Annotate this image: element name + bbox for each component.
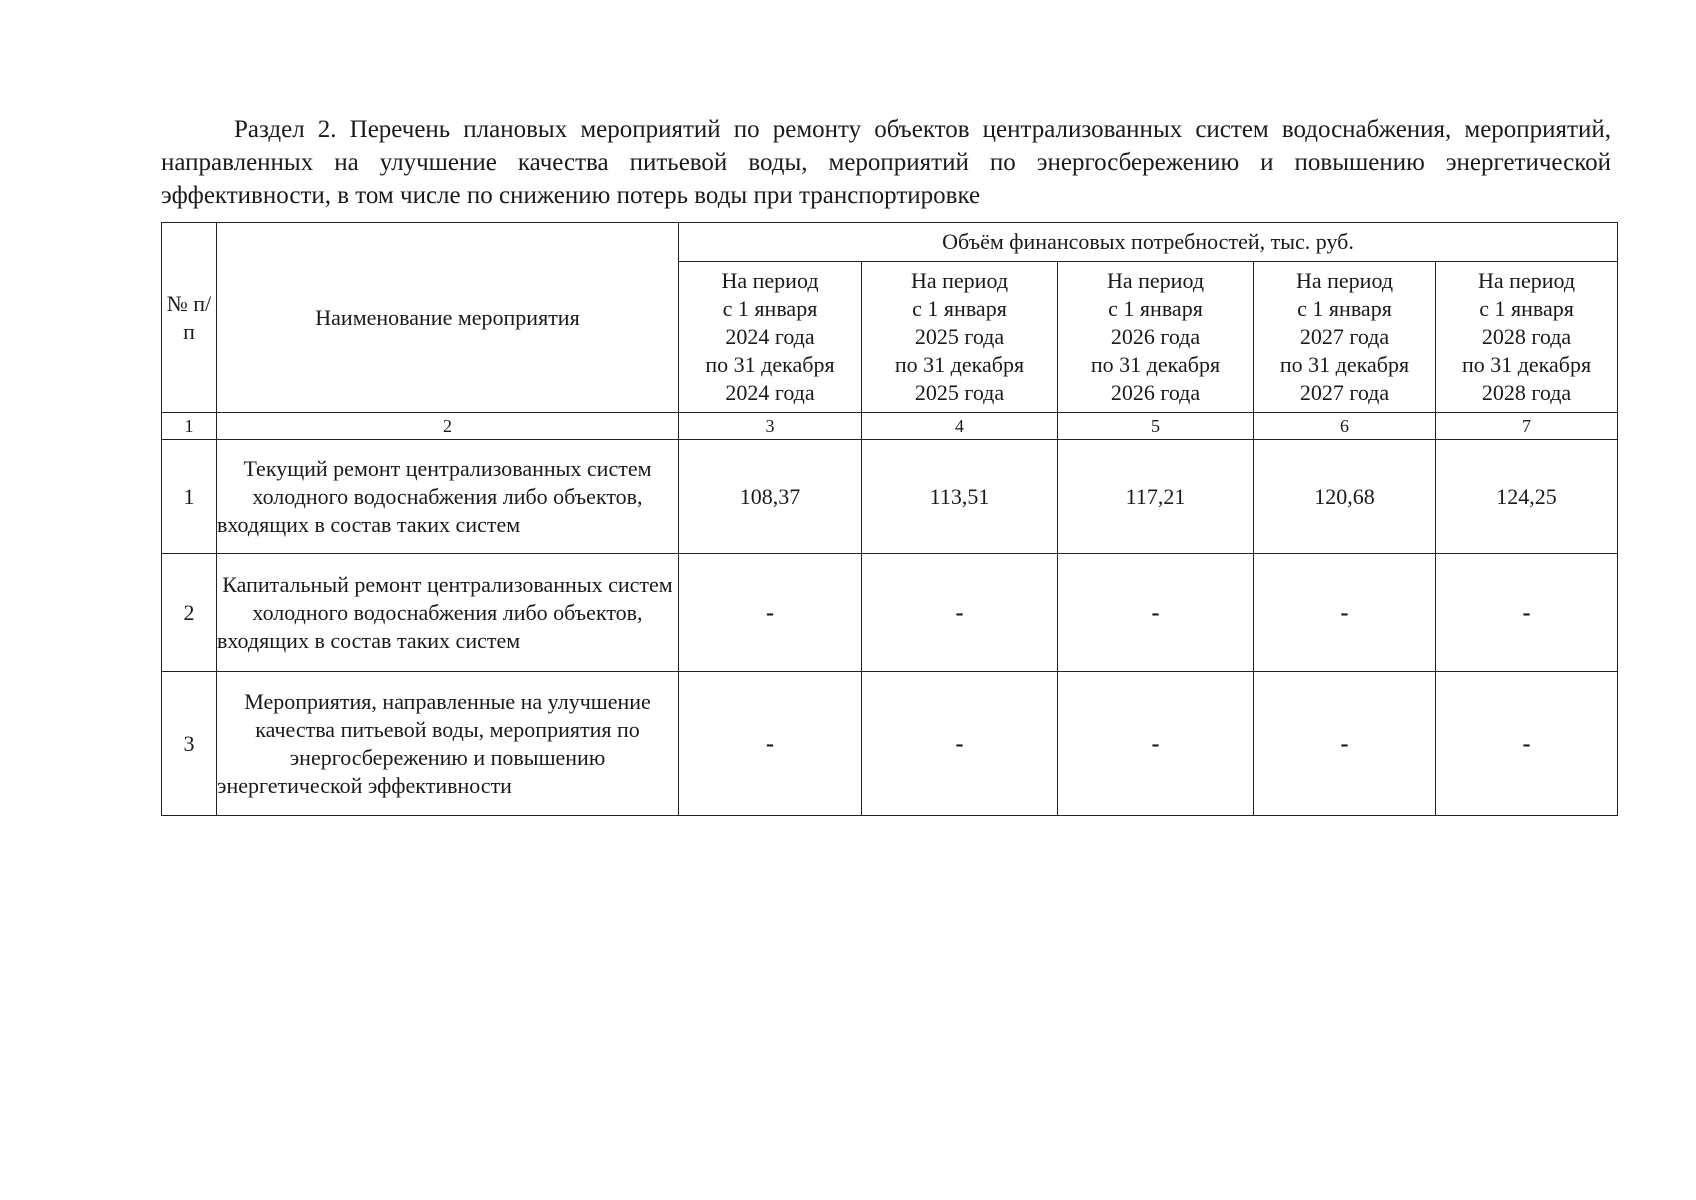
value-cell: 117,21 — [1058, 440, 1254, 554]
period-line: 2025 года — [914, 324, 1005, 349]
measure-name: Мероприятия, направленные на улучшение качества питьевой воды, мероприятия по энергосбережению и повышению энергетической эффективности — [217, 672, 679, 816]
period-line: 2024 года — [725, 380, 815, 405]
column-index: 1 — [162, 413, 217, 440]
value-cell: - — [1254, 554, 1436, 672]
measure-name: Текущий ремонт централизованных систем холодного водоснабжения либо объектов, входящих в состав таких систем — [217, 440, 679, 554]
period-line: по 31 декабря — [1461, 352, 1592, 377]
period-line: по 31 декабря — [894, 352, 1025, 377]
value-cell: - — [1436, 554, 1618, 672]
row-number: 3 — [162, 672, 217, 816]
period-line: На период — [1106, 268, 1205, 293]
period-line: по 31 декабря — [1090, 352, 1221, 377]
value-cell: 113,51 — [862, 440, 1058, 554]
period-line: с 1 января — [1108, 296, 1203, 321]
period-line: 2028 года — [1481, 380, 1572, 405]
period-line: 2024 года — [725, 324, 815, 349]
value-cell: - — [1058, 672, 1254, 816]
value-cell: - — [1254, 672, 1436, 816]
period-line: 2028 года — [1481, 324, 1572, 349]
group-header: Объём финансовых потребностей, тыс. руб. — [679, 223, 1618, 262]
value-cell: - — [679, 554, 862, 672]
value-cell: - — [1058, 554, 1254, 672]
column-index: 4 — [862, 413, 1058, 440]
value-cell: 120,68 — [1254, 440, 1436, 554]
value-cell: - — [862, 672, 1058, 816]
table-row — [162, 672, 1618, 816]
period-line: с 1 января — [912, 296, 1007, 321]
period-line: На период — [1478, 268, 1576, 293]
value-cell: - — [679, 672, 862, 816]
value-cell: - — [1436, 672, 1618, 816]
table-row — [162, 440, 1618, 554]
period-line: с 1 января — [722, 296, 818, 321]
period-line: На период — [721, 268, 819, 293]
period-line: с 1 января — [1479, 296, 1574, 321]
period-line: 2026 года — [1110, 380, 1201, 405]
measure-name: Капитальный ремонт централизованных систем холодного водоснабжения либо объектов, входящих в состав таких систем — [217, 554, 679, 672]
row-number: 1 — [162, 440, 217, 554]
col-num-header: № п/п — [162, 223, 217, 413]
column-index: 3 — [679, 413, 862, 440]
period-header-2024 — [679, 262, 862, 413]
value-cell: - — [862, 554, 1058, 672]
period-line: 2027 года — [1299, 324, 1390, 349]
column-index: 6 — [1254, 413, 1436, 440]
column-index: 5 — [1058, 413, 1254, 440]
value-cell: 108,37 — [679, 440, 862, 554]
financial-needs-table — [161, 222, 1618, 816]
period-header-2027 — [1254, 262, 1436, 413]
table-row — [162, 554, 1618, 672]
period-line: по 31 декабря — [705, 352, 835, 377]
period-line: На период — [910, 268, 1009, 293]
period-line: с 1 января — [1297, 296, 1392, 321]
column-index: 7 — [1436, 413, 1618, 440]
column-index: 2 — [217, 413, 679, 440]
section-heading — [161, 113, 1611, 212]
period-line: 2027 года — [1299, 380, 1390, 405]
period-header-2028 — [1436, 262, 1618, 413]
column-index-row — [162, 413, 1618, 440]
period-header-2026 — [1058, 262, 1254, 413]
row-number: 2 — [162, 554, 217, 672]
value-cell: 124,25 — [1436, 440, 1618, 554]
period-line: по 31 декабря — [1279, 352, 1410, 377]
period-line: 2026 года — [1110, 324, 1201, 349]
col-name-header: Наименование мероприятия — [217, 223, 679, 413]
section-heading-text: Раздел 2. Перечень плановых мероприятий по ремонту объектов централизованных систем водоснабжения, мероприятий, направленных на улучшение качества питьевой воды, мероприятий по энергосбережению и повышению энергетической эффективности, в том числе по снижению потерь воды при транспортировке — [161, 116, 1611, 209]
period-line: 2025 года — [914, 380, 1005, 405]
period-header-2025 — [862, 262, 1058, 413]
period-line: На период — [1295, 268, 1394, 293]
